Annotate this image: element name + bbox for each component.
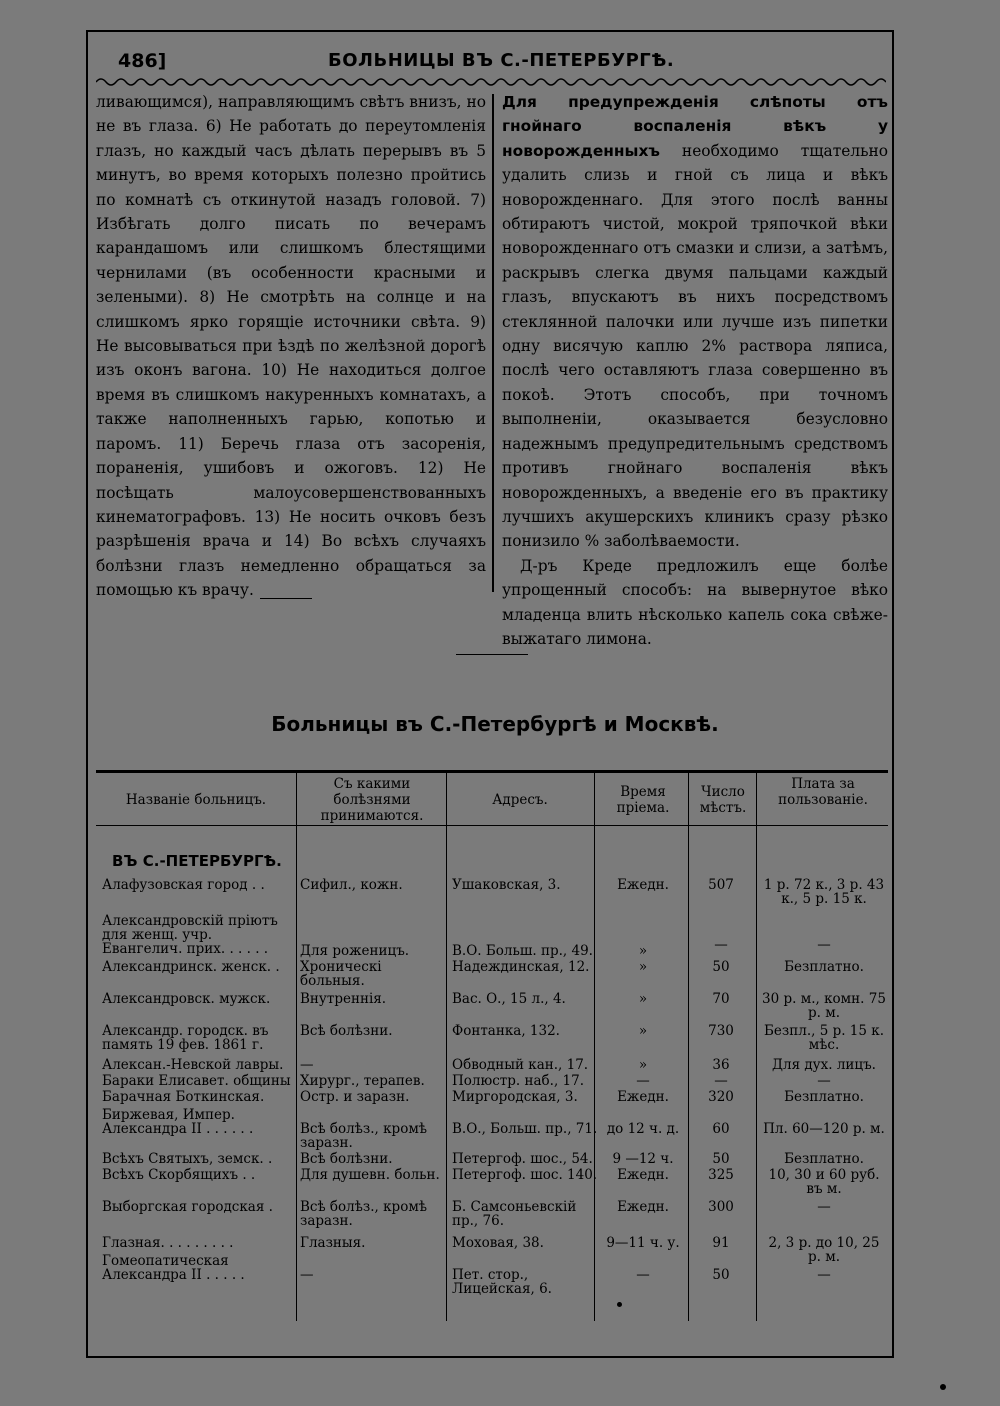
cell-time: »	[638, 991, 648, 1007]
cell-fee: Безплатно.	[784, 1151, 864, 1167]
cell-time: —	[636, 1267, 650, 1283]
right-paragraph-1	[502, 90, 888, 554]
table-header-rule	[96, 825, 888, 826]
page-number: 486]	[118, 50, 167, 72]
header-name: Названіе больницъ.	[125, 792, 267, 808]
cell-name: Биржевая, Импер. Александра II . . . . . .	[102, 1107, 254, 1137]
cell-address: Вас. О., 15 л., 4.	[452, 991, 566, 1007]
cell-diseases: —	[300, 1267, 314, 1283]
cell-places: 730	[708, 1023, 734, 1039]
cell-fee: Безплатно.	[784, 1089, 864, 1105]
cell-address: В.О. Больш. пр., 49.	[452, 943, 593, 959]
cell-diseases: Глазныя.	[300, 1235, 366, 1251]
cell-fee: Безплатно.	[784, 959, 864, 975]
cell-time: »	[638, 1023, 648, 1039]
cell-fee: —	[817, 1267, 831, 1283]
cell-time: до 12 ч. д.	[606, 1121, 680, 1137]
cell-time: »	[638, 1057, 648, 1073]
cell-places: 507	[708, 877, 734, 893]
cell-address: Полюстр. наб., 17.	[452, 1073, 585, 1089]
cell-time: »	[638, 959, 648, 975]
column-rule	[688, 773, 689, 1321]
cell-time: »	[638, 943, 648, 959]
cell-diseases: Всѣ болѣз., кромѣ заразн.	[300, 1199, 427, 1229]
column-rule	[296, 773, 297, 1321]
cell-address: Б. Самсоньевскій пр., 76.	[452, 1199, 577, 1229]
cell-fee: —	[817, 1073, 831, 1089]
cell-name: Выборгская городская .	[102, 1199, 273, 1215]
cell-time: —	[636, 1073, 650, 1089]
wavy-rule	[96, 74, 886, 90]
cell-time: 9 —12 ч.	[612, 1151, 674, 1167]
cell-diseases: —	[300, 1057, 314, 1073]
header-fee: Плата за пользованіе.	[778, 776, 868, 808]
cell-places: 70	[712, 991, 730, 1007]
cell-name: Бараки Елисавет. общины	[102, 1073, 291, 1089]
column-rule	[446, 773, 447, 1321]
cell-time: Ежедн.	[617, 1089, 669, 1105]
left-end-rule	[260, 598, 312, 599]
cell-address: В.О., Больш. пр., 71.	[452, 1121, 598, 1137]
cell-places: 60	[712, 1121, 730, 1137]
table-title: Больницы въ С.-Петербургѣ и Москвѣ.	[271, 712, 719, 736]
cell-fee: 30 р. м., комн. 75 р. м.	[762, 991, 886, 1021]
cell-name: Александровскій пріютъ для женщ. учр. Евангелич. прих. . . . . .	[102, 913, 278, 957]
cell-diseases: Для роженицъ.	[300, 943, 410, 959]
cell-time: Ежедн.	[617, 877, 669, 893]
cell-address: Миргородская, 3.	[452, 1089, 578, 1105]
header-time: Время пріема.	[616, 784, 670, 816]
cell-diseases: Хроническі больныя.	[300, 959, 382, 989]
cell-time: Ежедн.	[617, 1199, 669, 1215]
cell-places: 50	[712, 1267, 730, 1283]
cell-name: Александр. городск. въ память 19 фев. 1861 г.	[102, 1023, 269, 1053]
header-address: Адресъ.	[492, 792, 548, 808]
cell-address: Петергоф. шос. 140.	[452, 1167, 598, 1183]
cell-fee: —	[817, 937, 831, 953]
cell-address: Обводный кан., 17.	[452, 1057, 589, 1073]
cell-time: 9—11 ч. у.	[606, 1235, 680, 1251]
ink-speck	[940, 1384, 946, 1390]
left-paragraph: ливающимся), направляющимъ свѣтъ внизъ, но не въ глаза. 6) Не работать до переутомленія глазъ, но каждый часъ дѣлать перерывъ въ 5 минутъ, во время которыхъ полезно пройтись по комнатѣ съ откинутой назадъ головой. 7) Избѣгать долго писать по вечерамъ карандашомъ или слишкомъ блестящими чернилами (въ особенности красными и зелеными). 8) Не смотрѣть на солнце и на слишкомъ ярко горящіе источники свѣта. 9) Не высовываться при ѣздѣ по желѣзной дорогѣ изъ оконъ вагона. 10) Не находиться долгое время въ слишкомъ накуренныхъ комнатахъ, а также наполненныхъ гарью, копотью и паромъ. 11) Беречь глаза отъ засоренія, пораненія, ушибовъ и ожоговъ. 12) Не посѣщать малоусовершенствованныхъ кинематографовъ. 13) Не носить очковъ безъ разрѣшенія врача и 14) Во всѣхъ случаяхъ болѣзни глазъ немедленно обращаться за помощью къ врачу.	[96, 93, 486, 600]
section-divider-rule	[456, 654, 528, 655]
cell-name: Всѣхъ Святыхъ, земск. .	[102, 1151, 273, 1167]
cell-fee: 10, 30 и 60 руб. въ м.	[768, 1167, 880, 1197]
cell-fee: 1 р. 72 к., 3 р. 43 к., 5 р. 15 к.	[763, 877, 885, 907]
cell-address: Петергоф. шос., 54.	[452, 1151, 593, 1167]
cell-name: Глазная. . . . . . . . .	[102, 1235, 234, 1251]
cell-diseases: Остр. и заразн.	[300, 1089, 410, 1105]
cell-name: Барачная Боткинская.	[102, 1089, 265, 1105]
cell-places: 320	[708, 1089, 734, 1105]
cell-name: Александринск. женск. .	[102, 959, 280, 975]
header-diseases: Съ какими болѣзнями принимаются.	[320, 776, 424, 824]
cell-fee: Пл. 60—120 р. м.	[763, 1121, 885, 1137]
cell-places: 325	[708, 1167, 734, 1183]
table-top-rule	[96, 770, 888, 773]
cell-name: Гомеопатическая Александра II . . . . .	[102, 1253, 245, 1283]
cell-name: Алафузовская город . .	[102, 877, 265, 893]
cell-diseases: Внутреннія.	[300, 991, 387, 1007]
column-divider	[492, 94, 494, 592]
cell-address: Надеждинская, 12.	[452, 959, 590, 975]
cell-places: 50	[712, 1151, 730, 1167]
cell-address: Моховая, 38.	[452, 1235, 544, 1251]
cell-places: 91	[712, 1235, 730, 1251]
cell-name: Александровск. мужск.	[102, 991, 271, 1007]
cell-places: 36	[712, 1057, 730, 1073]
right-paragraph-1-text: необходимо тщательно удалить слизь и гной съ лица и вѣкъ новорожденнаго. Для этого послѣ ванны обтираютъ чистой, мокрой тряпочкой вѣки новорожденнаго отъ смазки и слизи, а затѣмъ, раскрывъ слегка двумя пальцами каждый глазъ, впускаютъ въ нихъ посредствомъ стеклянной палочки или лучше изъ пипетки одну висячую каплю 2% раствора ляписа, послѣ чего оставляютъ глаза совершенно въ покоѣ. Этотъ способъ, при точномъ выполненіи, оказывается безусловно надежнымъ предупредительнымъ средствомъ противъ гнойнаго воспаленія вѣкъ новорожденныхъ, а введеніе его въ практику лучшихъ акушерскихъ клиникъ сразу рѣзко понизило % заболѣваемости.	[502, 141, 888, 551]
right-column	[502, 90, 888, 651]
cell-name: Алексан.-Невской лавры.	[102, 1057, 284, 1073]
cell-address: Фонтанка, 132.	[452, 1023, 560, 1039]
cell-diseases: Для душевн. больн.	[300, 1167, 440, 1183]
left-column	[96, 90, 486, 603]
cell-diseases: Всѣ болѣз., кромѣ заразн.	[300, 1121, 427, 1151]
right-lead-bold: Для предупрежденія слѣпоты отъ гнойнаго воспаленія вѣкъ у новорожденныхъ	[502, 93, 888, 160]
section-heading: ВЪ С.-ПЕТЕРБУРГѢ.	[112, 852, 282, 870]
cell-places: —	[714, 937, 728, 953]
cell-diseases: Всѣ болѣзни.	[300, 1023, 393, 1039]
cell-name: Всѣхъ Скорбящихъ . .	[102, 1167, 256, 1183]
cell-diseases: Сифил., кожн.	[300, 877, 403, 893]
cell-diseases: Хирург., терапев.	[300, 1073, 425, 1089]
cell-places: 50	[712, 959, 730, 975]
cell-fee: 2, 3 р. до 10, 25 р. м.	[768, 1235, 880, 1265]
cell-fee: Безпл., 5 р. 15 к. мѣс.	[763, 1023, 885, 1053]
page-header	[118, 50, 878, 74]
cell-fee: Для дух. лицъ.	[772, 1057, 876, 1073]
cell-address: Ушаковская, 3.	[452, 877, 561, 893]
running-title: БОЛЬНИЦЫ ВЪ С.-ПЕТЕРБУРГѢ.	[328, 50, 675, 71]
cell-diseases: Всѣ болѣзни.	[300, 1151, 393, 1167]
cell-address: Пет. стор., Лицейская, 6.	[452, 1267, 552, 1297]
ink-speck	[617, 1302, 622, 1307]
column-rule	[756, 773, 757, 1321]
header-places: Число мѣстъ.	[699, 784, 747, 816]
cell-fee: —	[817, 1199, 831, 1215]
right-paragraph-2: Д-ръ Креде предложилъ еще болѣе упрощенный способъ: на вывернутое вѣко младенца влить нѣсколько капель сока свѣже-выжатаго лимона.	[502, 556, 888, 648]
cell-time: Ежедн.	[617, 1167, 669, 1183]
cell-places: —	[714, 1073, 728, 1089]
cell-places: 300	[708, 1199, 734, 1215]
